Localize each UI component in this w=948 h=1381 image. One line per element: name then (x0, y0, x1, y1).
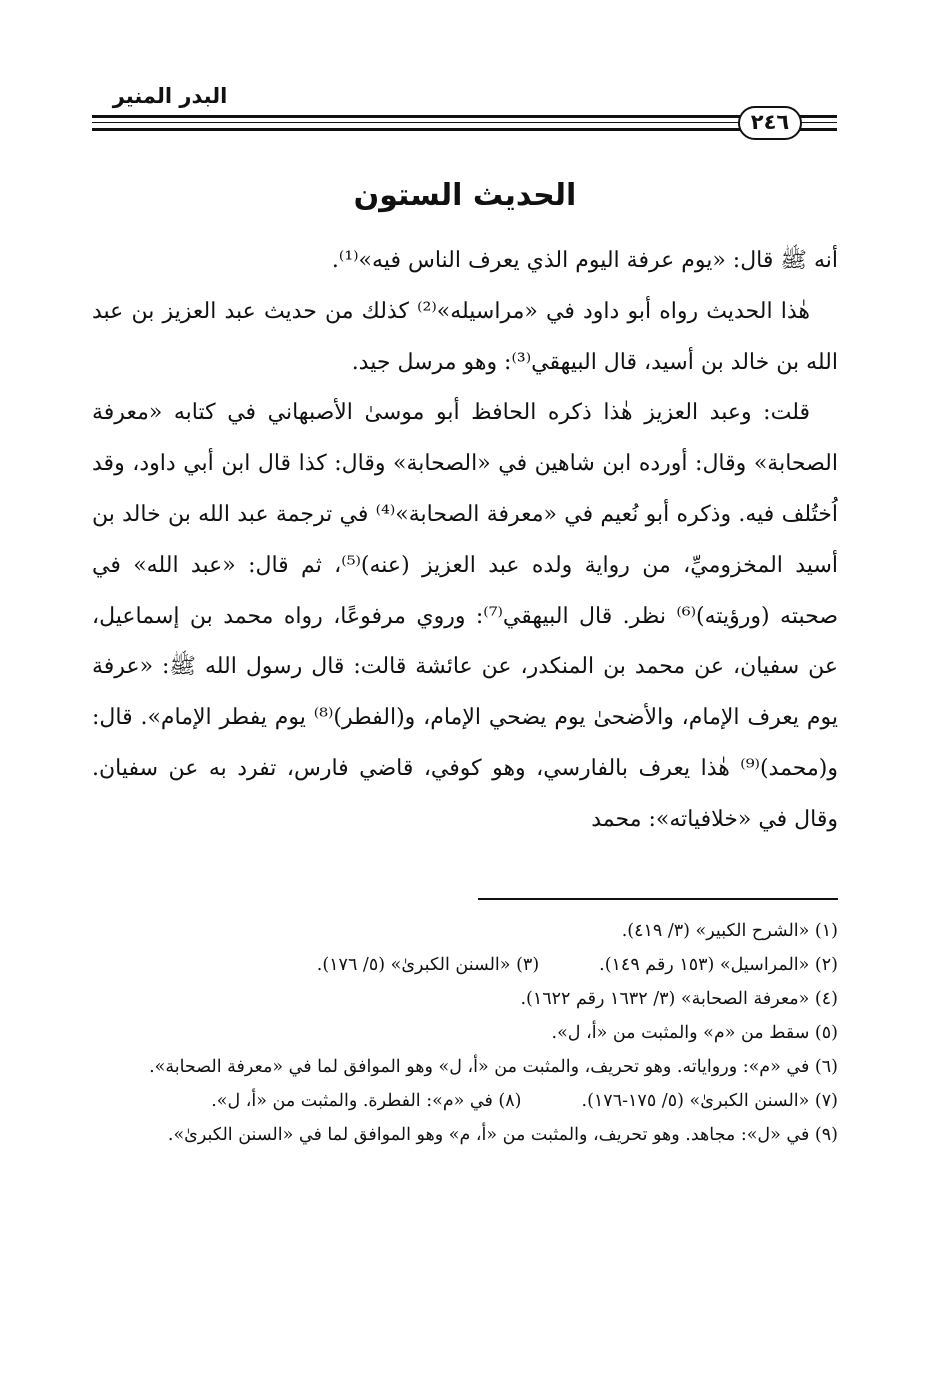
footnote: (٢) «المراسيل» (١٥٣ رقم ١٤٩). (599, 955, 838, 975)
header-rule (800, 122, 837, 123)
footnotes (92, 914, 838, 1152)
footnote: (٨) في «م»: الفطرة. والمثبت من «أ، ل». (211, 1091, 522, 1111)
header-rule (92, 115, 740, 118)
chapter-title: الحديث الستون (353, 178, 577, 213)
header-rule (800, 115, 837, 118)
hadith-text: أنه ﷺ قال: «يوم عرفة اليوم الذي يعرف الناس فيه»⁽¹⁾. (331, 248, 838, 273)
footnote-row (92, 948, 838, 982)
footnote: (٣) «السنن الكبرىٰ» (٥/ ١٧٦). (316, 955, 540, 975)
page-number: ٢٤٦ (738, 106, 802, 140)
header-rule (92, 128, 740, 131)
footnote: (٥) سقط من «م» والمثبت من «أ، ل». (551, 1023, 838, 1043)
footnote: (٦) في «م»: ورواياته. وهو تحريف، والمثبت من «أ، ل» وهو الموافق لما في «معرفة الصحابة». (149, 1057, 838, 1077)
footnote-separator (478, 898, 838, 900)
footnote: (١) «الشرح الكبير» (٣/ ٤١٩). (621, 921, 838, 941)
header-rule (92, 122, 740, 123)
footnote-row (92, 1084, 838, 1118)
main-text (92, 236, 838, 846)
paragraph: هٰذا الحديث رواه أبو داود في «مراسيله»⁽²⁾ كذلك من حديث عبد العزيز بن عبد الله بن خالد بن أسيد، قال البيهقي⁽³⁾: وهو مرسل جيد. (92, 298, 838, 375)
running-title: البدر المنير (112, 84, 228, 108)
header-rule (800, 128, 837, 131)
footnote: (٤) «معرفة الصحابة» (٣/ ١٦٣٢ رقم ١٦٢٢). (520, 989, 838, 1009)
footnote: (٩) في «ل»: مجاهد. وهو تحريف، والمثبت من «أ، م» وهو الموافق لما في «السنن الكبرىٰ». (167, 1125, 838, 1145)
paragraph: قلت: وعبد العزيز هٰذا ذكره الحافظ أبو موسىٰ الأصبهاني في كتابه «معرفة الصحابة» وقال: أورده ابن شاهين في «الصحابة» وقال: كذا قال ابن أبي داود، وقد اُختُلف فيه. وذكره أبو نُعيم في «معرفة الصحابة»⁽⁴⁾ في ترجمة عبد الله بن خالد بن أسيد المخزوميِّ، من رواية ولده عبد العزيز (عنه)⁽⁵⁾، ثم قال: «عبد الله» في صحبته (ورؤيته)⁽⁶⁾ نظر. قال البيهقي⁽⁷⁾: وروي مرفوعًا، رواه محمد بن إسماعيل، عن سفيان، عن محمد بن المنكدر، عن عائشة قالت: قال رسول الله ﷺ: «عرفة يوم يعرف الإمام، والأضحىٰ يوم يضحي الإمام، و(الفطر)⁽⁸⁾ يوم يفطر الإمام». قال: و(محمد)⁽⁹⁾ هٰذا يعرف بالفارسي، وهو كوفي، قاضي فارس، تفرد به عن سفيان. وقال في «خلافياته»: محمد (92, 400, 838, 832)
footnote: (٧) «السنن الكبرىٰ» (٥/ ١٧٥-١٧٦). (581, 1091, 838, 1111)
